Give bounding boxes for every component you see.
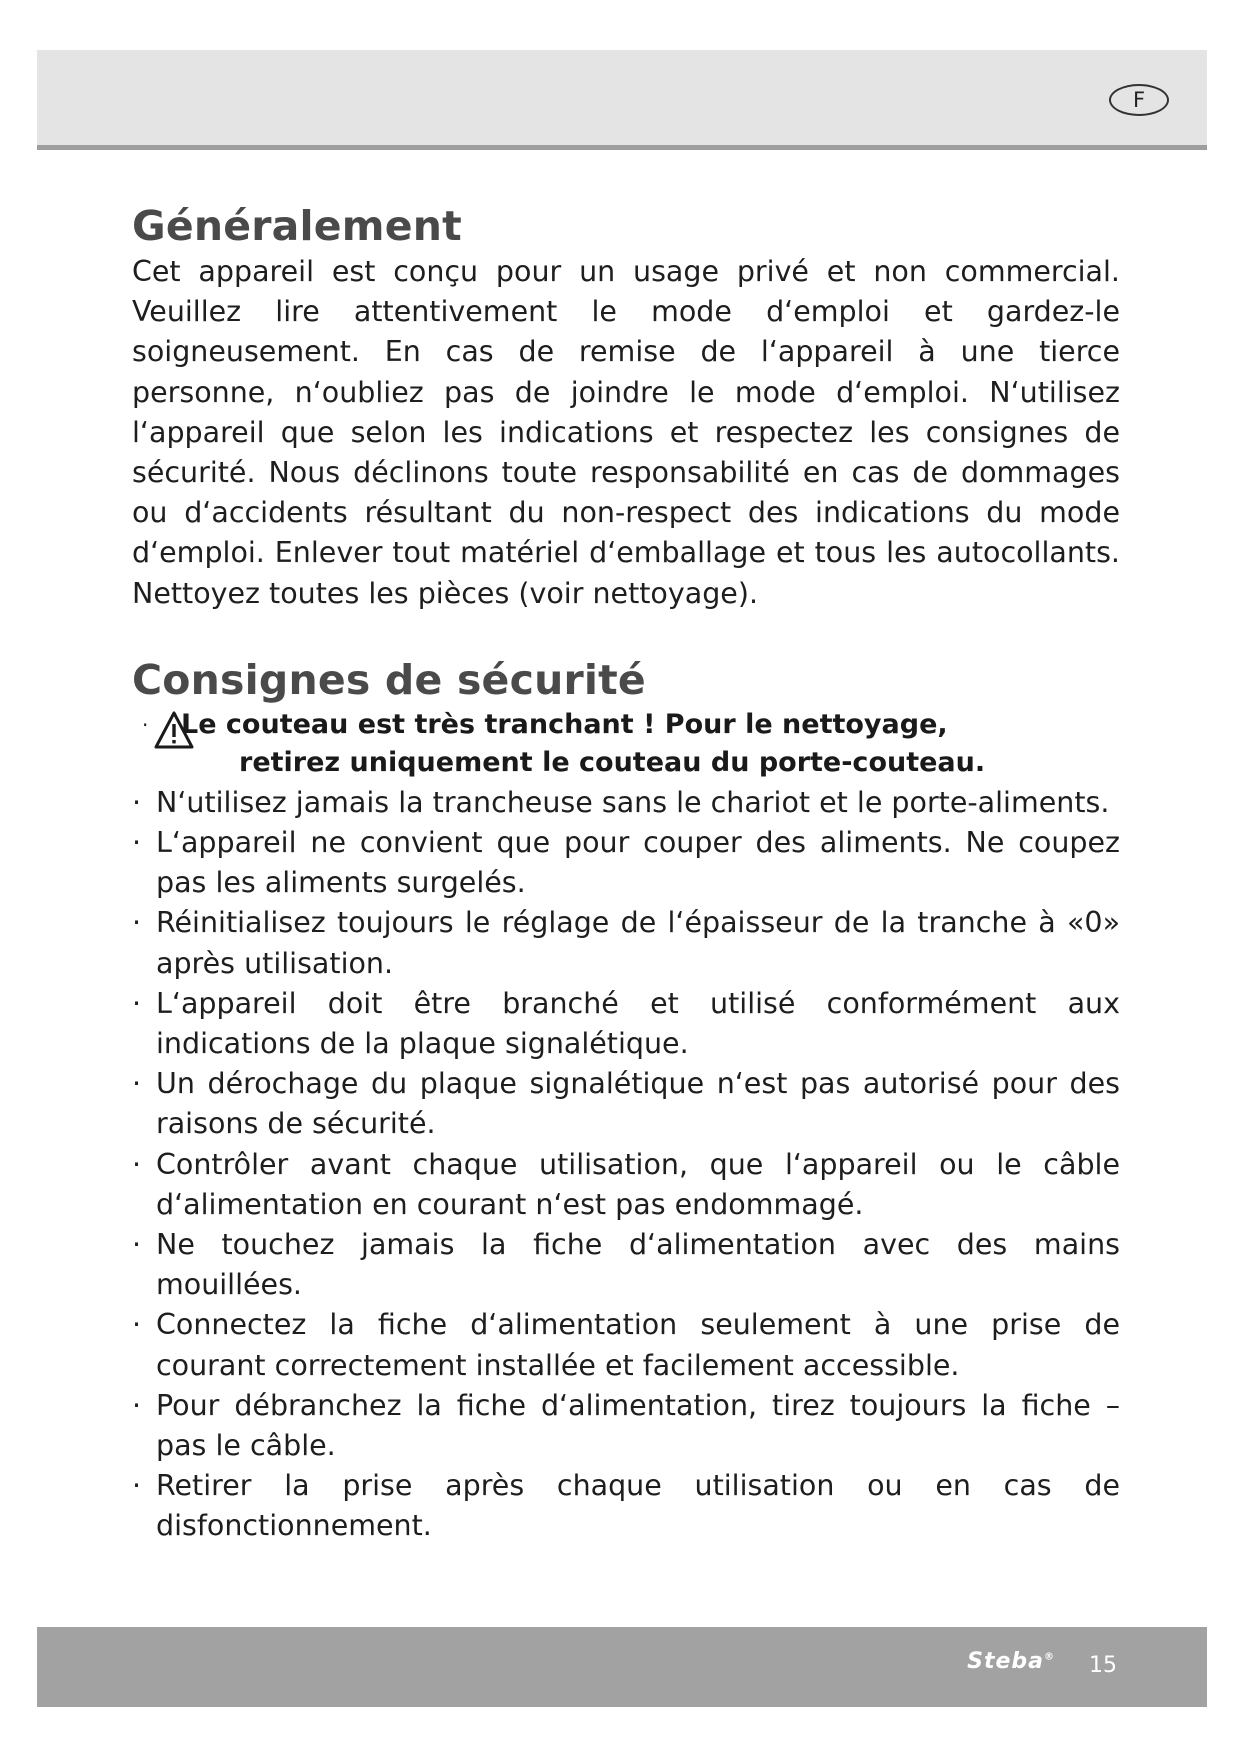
section-general-title: Généralement [132, 202, 462, 250]
section-safety-title: Consignes de sécurité [132, 655, 646, 704]
footer-bar [37, 1627, 1207, 1707]
list-item: · Un dérochage du plaque signalétique n‘est pas autorisé pour des raisons de sécurité. [132, 1064, 1120, 1144]
list-item: · Connectez la fiche d‘alimentation seulement à une prise de courant correctement installée et facilement accessible. [132, 1305, 1120, 1385]
warning-line-1: Le couteau est très tranchant ! Pour le nettoyage, [181, 708, 948, 740]
warning-notice [132, 706, 1120, 783]
list-item: · Réinitialisez toujours le réglage de l‘épaisseur de la tranche à «0» après utilisation. [132, 903, 1120, 983]
warning-triangle-icon [154, 710, 194, 750]
list-item: · N‘utilisez jamais la trancheuse sans le chariot et le porte-aliments. [132, 783, 1120, 823]
language-badge: F [1109, 84, 1169, 116]
list-item: · Pour débranchez la fiche d‘alimentation, tirez toujours la fiche – pas le câble. [132, 1386, 1120, 1466]
section-general [132, 200, 1120, 614]
list-item: · L‘appareil doit être branché et utilisé conformément aux indications de la plaque signalétique. [132, 984, 1120, 1064]
brand-name: Steba [967, 1649, 1044, 1674]
list-item: · Contrôler avant chaque utilisation, que l‘appareil ou le câble d‘alimentation en courant n‘est pas endommagé. [132, 1145, 1120, 1225]
bullet-dot: · [142, 712, 149, 737]
section-safety [132, 654, 1120, 1547]
page-number: 15 [1089, 1653, 1117, 1678]
list-item: · Ne touchez jamais la fiche d‘alimentation avec des mains mouillées. [132, 1225, 1120, 1305]
header-bar [37, 50, 1207, 150]
brand-logo: Steba® [967, 1649, 1055, 1674]
warning-line-2: retirez uniquement le couteau du porte-couteau. [239, 747, 986, 779]
safety-list [132, 783, 1120, 1547]
content [132, 200, 1120, 1547]
list-item: · L‘appareil ne convient que pour couper des aliments. Ne coupez pas les aliments surgelés. [132, 823, 1120, 903]
section-general-text: Cet appareil est conçu pour un usage privé et non commercial. Veuillez lire attentivement le mode d‘emploi et gardez-le soigneusement. En cas de remise de l‘appareil à une tierce personne, n‘oubliez pas de joindre le mode d‘emploi. N‘utilisez l‘appareil que selon les indications et respectez les consignes de sécurité. Nous déclinons toute responsabilité en cas de dommages ou d‘accidents résultant du non-respect des indications du mode d‘emploi. Enlever tout matériel d‘emballage et tous les autocollants. Nettoyez toutes les pièces (voir nettoyage). [132, 255, 1120, 610]
list-item: · Retirer la prise après chaque utilisation ou en cas de disfonctionnement. [132, 1466, 1120, 1546]
